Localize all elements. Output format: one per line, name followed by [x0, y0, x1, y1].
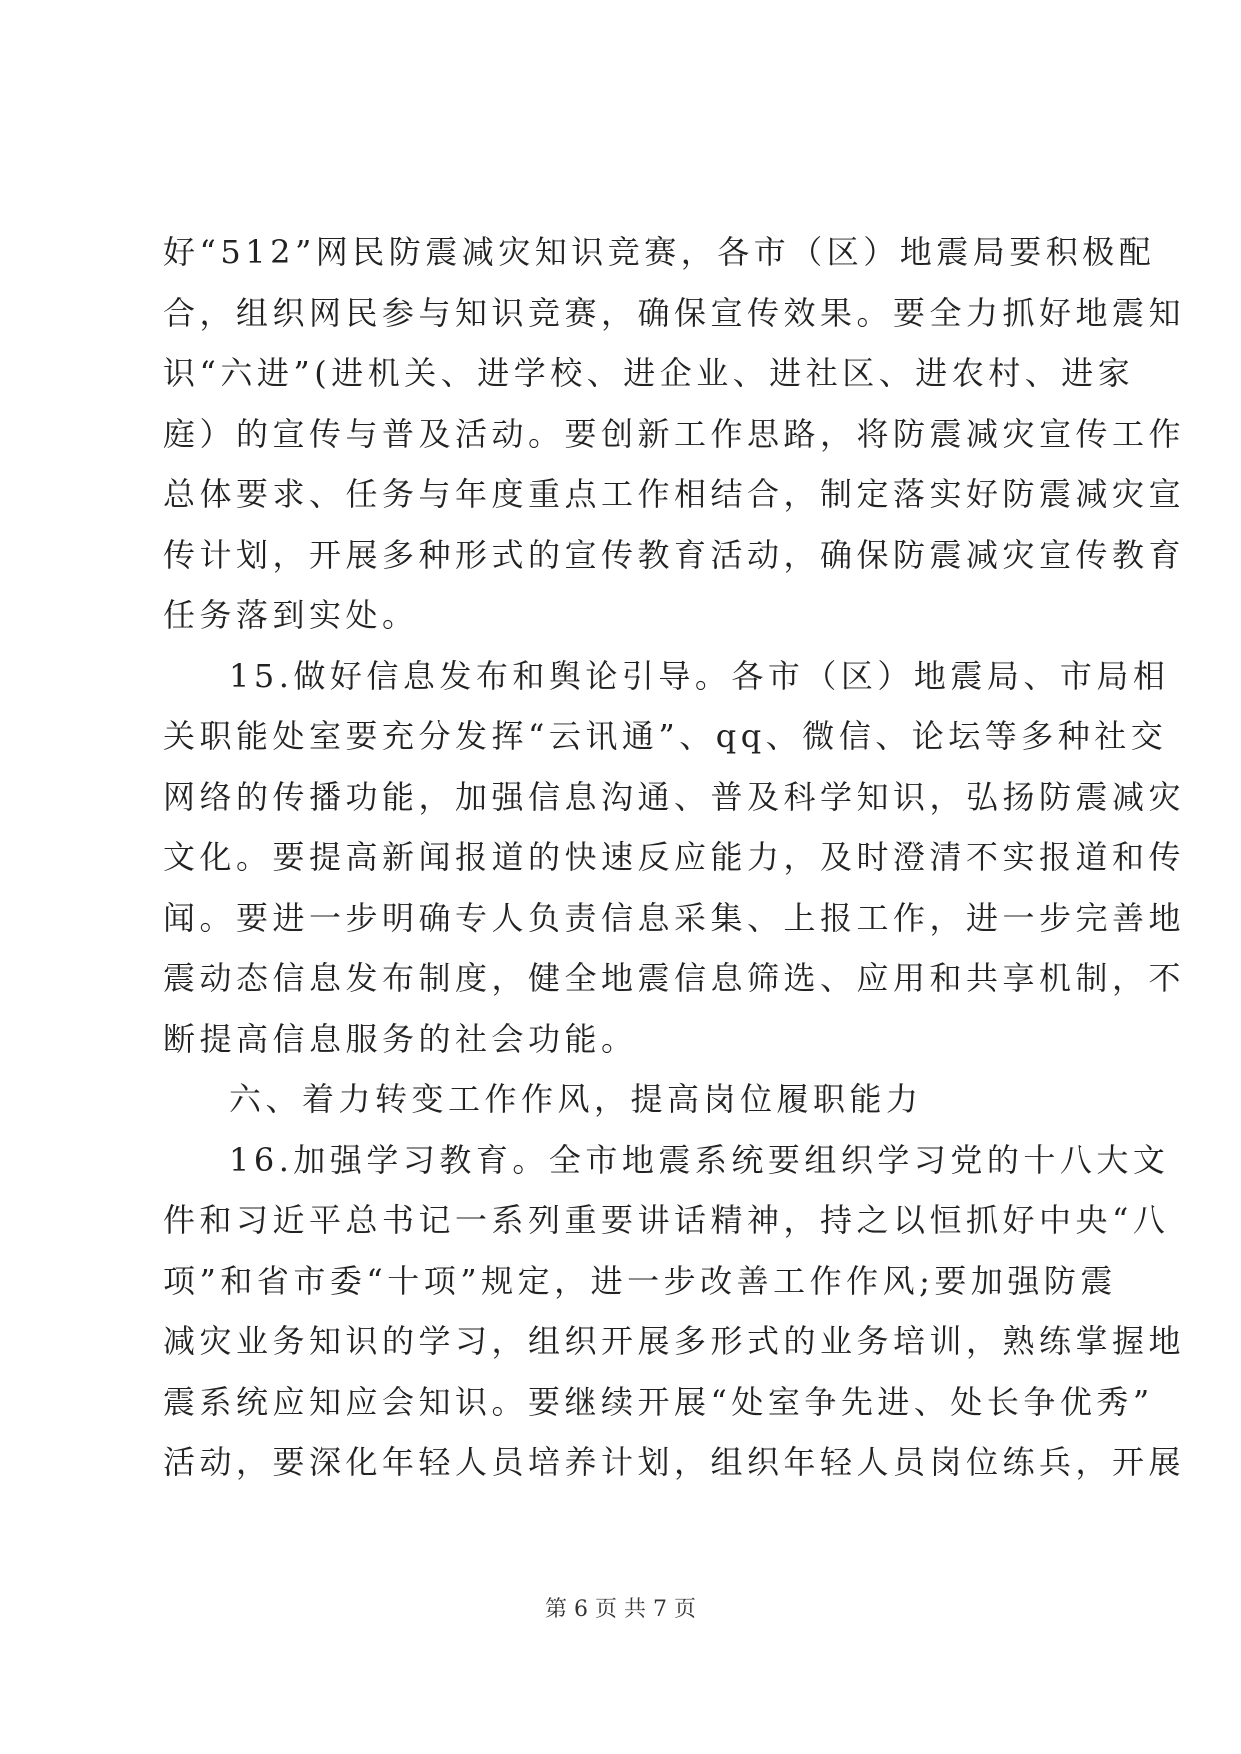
text-line: 件和习近平总书记一系列重要讲话精神，持之以恒抓好中央“八	[163, 1201, 1170, 1239]
text-line: 庭）的宣传与普及活动。要创新工作思路，将防震减灾宣传工作	[163, 414, 1186, 453]
section-heading: 六、着力转变工作作风，提高岗位履职能力	[229, 1080, 923, 1118]
text-line: 震动态信息发布制度，健全地震信息筛选、应用和共享机制，不	[163, 959, 1186, 997]
text-line: 活动，要深化年轻人员培养计划，组织年轻人员岗位练兵，开展	[163, 1443, 1186, 1481]
text-line: 关职能处室要充分发挥“云讯通”、qq、微信、论坛等多种社交	[163, 717, 1168, 755]
text-line: 任务落到实处。	[163, 596, 419, 634]
text-line: 项”和省市委“十项”规定，进一步改善工作作风;要加强防震	[163, 1261, 1117, 1300]
text-line: 合，组织网民参与知识竞赛，确保宣传效果。要全力抓好地震知	[163, 293, 1186, 332]
text-line: 识“六进”(进机关、进学校、进企业、进社区、进农村、进家	[163, 354, 1135, 392]
text-line: 减灾业务知识的学习，组织开展多形式的业务培训，熟练掌握地	[163, 1322, 1186, 1360]
text-line: 断提高信息服务的社会功能。	[163, 1019, 638, 1058]
text-line: 文化。要提高新闻报道的快速反应能力，及时澄清不实报道和传	[163, 838, 1186, 876]
page-number-footer: 第 6 页 共 7 页	[545, 1597, 696, 1622]
paragraph-start-line: 15.做好信息发布和舆论引导。各市（区）地震局、市局相	[229, 656, 1170, 695]
text-line: 总体要求、任务与年度重点工作相结合，制定落实好防震减灾宣	[163, 475, 1186, 513]
document-body	[163, 222, 1186, 1493]
paragraph-start-line: 16.加强学习教育。全市地震系统要组织学习党的十八大文	[229, 1140, 1170, 1179]
text-line: 传计划，开展多种形式的宣传教育活动，确保防震减灾宣传教育	[163, 535, 1186, 574]
text-line: 震系统应知应会知识。要继续开展“处室争先进、处长争优秀”	[163, 1382, 1154, 1421]
text-line: 好“512”网民防震减灾知识竞赛，各市（区）地震局要积极配	[163, 233, 1156, 271]
text-line: 闻。要进一步明确专人负责信息采集、上报工作，进一步完善地	[163, 898, 1186, 937]
text-line: 网络的传播功能，加强信息沟通、普及科学知识，弘扬防震减灾	[163, 777, 1186, 816]
